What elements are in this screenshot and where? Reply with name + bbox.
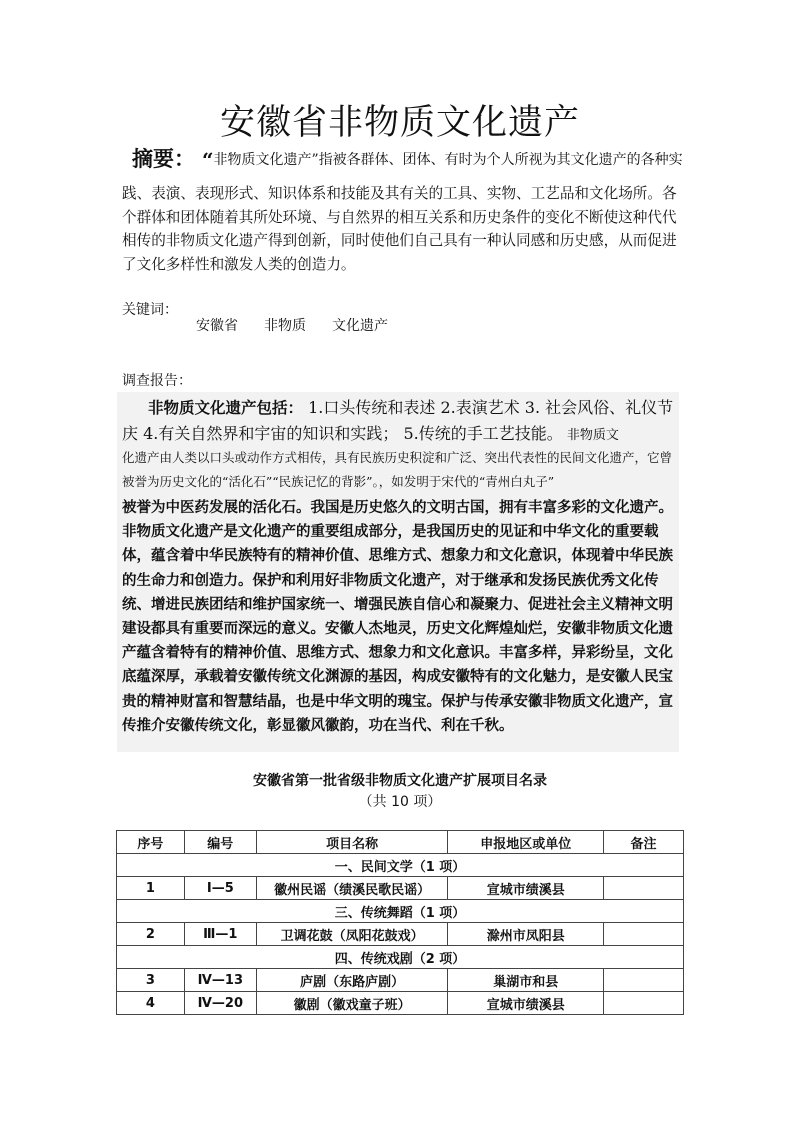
cell-region: 滁州市凤阳县 — [448, 923, 604, 946]
cell-code: Ⅲ—1 — [184, 923, 256, 946]
cell-item: 庐剧（东路庐剧） — [256, 969, 448, 992]
abstract-label: 摘要： — [132, 147, 195, 171]
table-section-row — [117, 900, 684, 923]
keyword-item: 文化遗产 — [332, 318, 388, 334]
abstract-first-line-text: 非物质文化遗产”指被各群体、团体、有时为个人所视为其文化遗产的各种实 — [213, 152, 683, 168]
header-no: 序号 — [117, 831, 185, 854]
table-header-row — [117, 831, 684, 854]
keyword-item: 非物质 — [264, 318, 306, 334]
table-subtitle: （共 10 项） — [358, 794, 442, 810]
table-title: 安徽省第一批省级非物质文化遗产扩展项目名录 — [253, 773, 547, 789]
cell-no: 2 — [117, 923, 185, 946]
table-section-row — [117, 854, 684, 877]
table-row — [117, 969, 684, 992]
report-lead-bold: 非物质文化遗产包括： — [148, 399, 304, 417]
table-row — [117, 992, 684, 1015]
abstract-open-quote: “ — [202, 148, 214, 172]
report-lead-small: 非物质文 — [562, 428, 619, 443]
cell-item: 徽剧（徽戏童子班） — [256, 992, 448, 1015]
cell-note — [604, 969, 684, 992]
cell-note — [604, 877, 684, 900]
table-section-row — [117, 946, 684, 969]
cell-note — [604, 992, 684, 1015]
section-name: 一、民间文学（1 项） — [117, 854, 684, 877]
table-row — [117, 877, 684, 900]
cell-item: 卫调花鼓（凤阳花鼓戏） — [256, 923, 448, 946]
report-label: 调查报告： — [122, 373, 192, 389]
report-lead — [122, 395, 677, 448]
cell-item: 徽州民谣（绩溪民歌民谣） — [256, 877, 448, 900]
section-name: 三、传统舞蹈（1 项） — [117, 900, 684, 923]
table-row — [117, 923, 684, 946]
cell-note — [604, 923, 684, 946]
header-region: 申报地区或单位 — [448, 831, 604, 854]
keywords-list — [196, 316, 414, 336]
cell-no: 1 — [117, 877, 185, 900]
cell-code: Ⅳ—13 — [184, 969, 256, 992]
header-note: 备注 — [604, 831, 684, 854]
report-lead-rest: 1.口头传统和表述 2.表演艺术 3. 社会风俗、礼仪节庆 4.有关自然界和宇宙的知识和实践； 5.传统的手工艺技能。 — [122, 398, 674, 443]
keyword-item: 安徽省 — [196, 318, 238, 334]
cell-region: 巢湖市和县 — [448, 969, 604, 992]
document-title: 安徽省非物质文化遗产 — [219, 103, 580, 143]
cell-code: Ⅳ—20 — [184, 992, 256, 1015]
cell-no: 4 — [117, 992, 185, 1015]
report-paragraph-2: 化遗产由人类以口头或动作方式相传，具有民族历史积淀和广泛、突出代表性的民间文化遗产，它曾被誉为历史文化的“活化石”“民族记忆的背影”。，如发明于宋代的“青州白丸子” — [122, 450, 673, 489]
keywords-label: 关键词： — [122, 302, 178, 318]
abstract-first-line — [202, 146, 683, 174]
cell-no: 3 — [117, 969, 185, 992]
section-name: 四、传统戏剧（2 项） — [117, 946, 684, 969]
cell-region: 宣城市绩溪县 — [448, 992, 604, 1015]
project-register-table — [116, 830, 684, 1015]
header-item: 项目名称 — [256, 831, 448, 854]
header-code: 编号 — [184, 831, 256, 854]
abstract-body: 践、表演、表现形式、知识体系和技能及其有关的工具、实物、工艺品和文化场所。各个群体和团体随着其所处环境、与自然界的相互关系和历史条件的变化不断使这种代代相传的非物质文化遗产得到创新，同时使他们自己具有一种认同感和历史感，从而促进了文化多样性和激发人类的创造力。 — [122, 185, 677, 274]
cell-region: 宣城市绩溪县 — [448, 877, 604, 900]
cell-code: Ⅰ—5 — [184, 877, 256, 900]
report-paragraph-3: 被誉为中医药发展的活化石。我国是历史悠久的文明古国，拥有丰富多彩的文化遗产。非物质文化遗产是文化遗产的重要组成部分，是我国历史的见证和中华文化的重要载体，蕴含着中华民族特有的精神价值、思维方式、想象力和文化意识，体现着中华民族的生命力和创造力。保护和利用好非物质文化遗产，对于继承和发扬民族优秀文化传统、增进民族团结和维护国家统一、增强民族自信心和凝聚力、促进社会主义精神文明建设都具有重要而深远的意义。安徽人杰地灵，历史文化辉煌灿烂，安徽非物质文化遗产蕴含着特有的精神价值、思维方式、想象力和文化意识。丰富多样，异彩纷呈，文化底蕴深厚，承载着安徽传统文化渊源的基因，构成安徽特有的文化魅力，是安徽人民宝贵的精神财富和智慧结晶，也是中华文明的瑰宝。保护与传承安徽非物质文化遗产，宣传推介安徽传统文化，彰显徽风徽韵，功在当代、利在千秋。 — [122, 500, 673, 734]
